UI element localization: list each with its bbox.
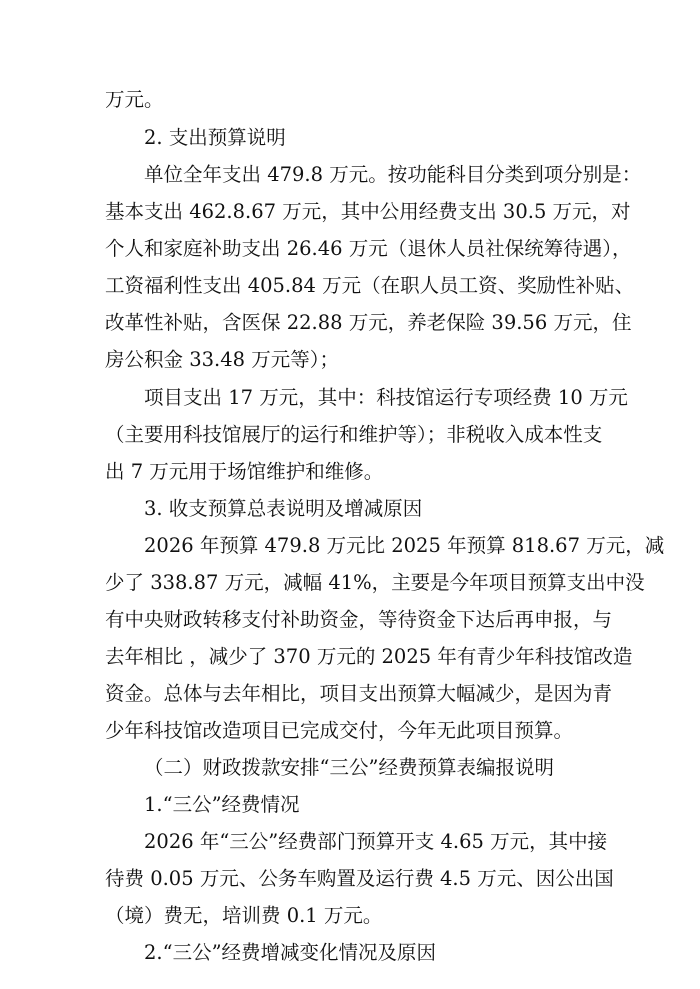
text-line-18: 少年科技馆改造项目已完成交付，今年无此项目预算。: [105, 719, 574, 742]
heading-three-public-changes: 2.“三公”经费增减变化情况及原因: [144, 941, 437, 964]
text-line-5: 个人和家庭补助支出 26.46 万元（退休人员社保统筹待遇），: [105, 237, 632, 260]
text-line-17: 资金。总体与去年相比，项目支出预算大幅减少，是因为青: [105, 682, 613, 705]
text-line-13: 2026 年预算 479.8 万元比 2025 年预算 818.67 万元，减: [144, 534, 665, 557]
text-line-16: 去年相比 ，减少了 370 万元的 2025 年有青少年科技馆改造: [105, 645, 633, 668]
heading-three-public-expenses: （二）财政拨款安排“三公”经费预算表编报说明: [144, 756, 554, 779]
text-line-1: 万元。: [105, 88, 164, 111]
text-line-8: 房公积金 33.48 万元等）；: [105, 348, 339, 371]
text-line-22: 待费 0.05 万元、公务车购置及运行费 4.5 万元、因公出国: [105, 867, 614, 890]
text-line-9: 项目支出 17 万元，其中：科技馆运行专项经费 10 万元: [144, 386, 628, 409]
text-line-21: 2026 年“三公”经费部门预算开支 4.65 万元，其中接: [144, 830, 608, 853]
text-line-7: 改革性补贴，含医保 22.88 万元，养老保险 39.56 万元，住: [105, 311, 632, 334]
text-line-10: （主要用科技馆展厅的运行和维护等）；非税收入成本性支: [105, 423, 603, 446]
text-line-23: （境）费无，培训费 0.1 万元。: [105, 904, 383, 927]
text-line-4: 基本支出 462.8.67 万元，其中公用经费支出 30.5 万元，对: [105, 200, 631, 223]
text-line-14: 少了 338.87 万元，减幅 41%，主要是今年项目预算支出中没: [105, 571, 645, 594]
text-line-11: 出 7 万元用于场馆维护和维修。: [105, 460, 384, 483]
heading-summary-table: 3. 收支预算总表说明及增减原因: [144, 497, 423, 520]
text-line-15: 有中央财政转移支付补助资金，等待资金下达后再申报，与: [105, 608, 613, 631]
heading-three-public-situation: 1.“三公”经费情况: [144, 793, 300, 816]
text-line-6: 工资福利性支出 405.84 万元（在职人员工资、奖励性补贴、: [105, 274, 635, 297]
text-line-3: 单位全年支出 479.8 万元。按功能科目分类到项分别是：: [144, 163, 642, 186]
heading-expenditure-budget: 2. 支出预算说明: [144, 126, 286, 149]
